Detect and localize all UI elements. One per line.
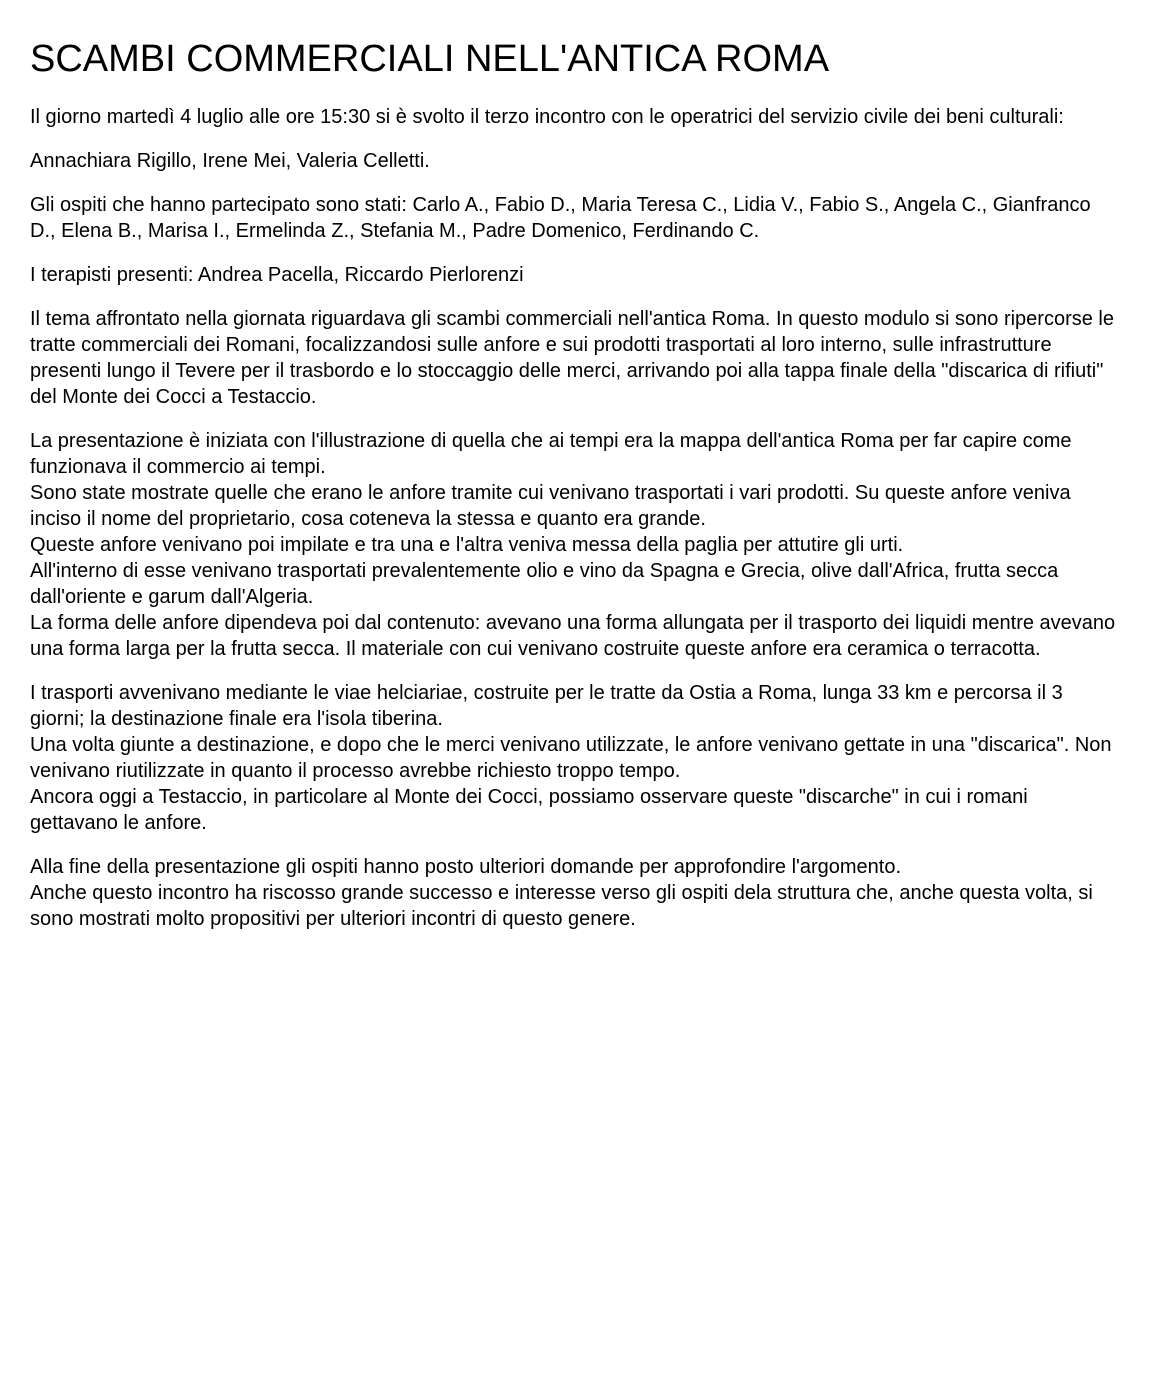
transport-paragraph [30,680,1120,836]
theme-paragraph: Il tema affrontato nella giornata riguardava gli scambi commerciali nell'antica Roma. In questo modulo si sono ripercorse le tratte commerciali dei Romani, focalizzandosi sulle anfore e sui prodotti trasportati al loro interno, sulle infrastrutture presenti lungo il Tevere per il trasbordo e lo stoccaggio delle merci, arrivando poi alla tappa finale della "discarica di rifiuti" del Monte dei Cocci a Testaccio. [30,308,1114,408]
presentation-line: Sono state mostrate quelle che erano le anfore tramite cui venivano trasportati i vari prodotti. Su queste anfore veniva inciso il nome del proprietario, cosa coteneva la stessa e quanto era grande. [30,482,1071,530]
presentation-line: Queste anfore venivano poi impilate e tra una e l'altra veniva messa della paglia per attutire gli urti. [30,534,904,556]
conclusion-line: Alla fine della presentazione gli ospiti hanno posto ulteriori domande per approfondire l'argomento. [30,856,902,878]
conclusion-line: Anche questo incontro ha riscosso grande successo e interesse verso gli ospiti dela struttura che, anche questa volta, si sono mostrati molto propositivi per ulteriori incontri di questo genere. [30,882,1093,930]
presentation-paragraph [30,428,1120,662]
guests-paragraph: Gli ospiti che hanno partecipato sono stati: Carlo A., Fabio D., Maria Teresa C., Lidia V., Fabio S., Angela C., Gianfranco D., Elena B., Marisa I., Ermelinda Z., Stefania M., Padre Domenico, Ferdinando C. [30,194,1091,242]
presentation-line: La presentazione è iniziata con l'illustrazione di quella che ai tempi era la mappa dell'antica Roma per far capire come funzionava il commercio ai tempi. [30,430,1072,478]
document-title: SCAMBI COMMERCIALI NELL'ANTICA ROMA [30,38,830,80]
therapists-paragraph: I terapisti presenti: Andrea Pacella, Riccardo Pierlorenzi [30,264,524,286]
document-page [30,36,1120,950]
operators-paragraph: Annachiara Rigillo, Irene Mei, Valeria Celletti. [30,150,430,172]
transport-line: I trasporti avvenivano mediante le viae helciariae, costruite per le tratte da Ostia a Roma, lunga 33 km e percorsa il 3 giorni; la destinazione finale era l'isola tiberina. [30,682,1063,730]
presentation-line: All'interno di esse venivano trasportati prevalentemente olio e vino da Spagna e Grecia, olive dall'Africa, frutta secca dall'oriente e garum dall'Algeria. [30,560,1059,608]
transport-line: Ancora oggi a Testaccio, in particolare al Monte dei Cocci, possiamo osservare queste "discarche" in cui i romani gettavano le anfore. [30,786,1028,834]
presentation-line: La forma delle anfore dipendeva poi dal contenuto: avevano una forma allungata per il trasporto dei liquidi mentre avevano una forma larga per la frutta secca. Il materiale con cui venivano costruite queste anfore era ceramica o terracotta. [30,612,1116,660]
conclusion-paragraph [30,854,1120,932]
intro-paragraph: Il giorno martedì 4 luglio alle ore 15:30 si è svolto il terzo incontro con le operatrici del servizio civile dei beni culturali: [30,106,1064,128]
transport-line: Una volta giunte a destinazione, e dopo che le merci venivano utilizzate, le anfore venivano gettate in una "discarica". Non venivano riutilizzate in quanto il processo avrebbe richiesto troppo tempo. [30,734,1112,782]
